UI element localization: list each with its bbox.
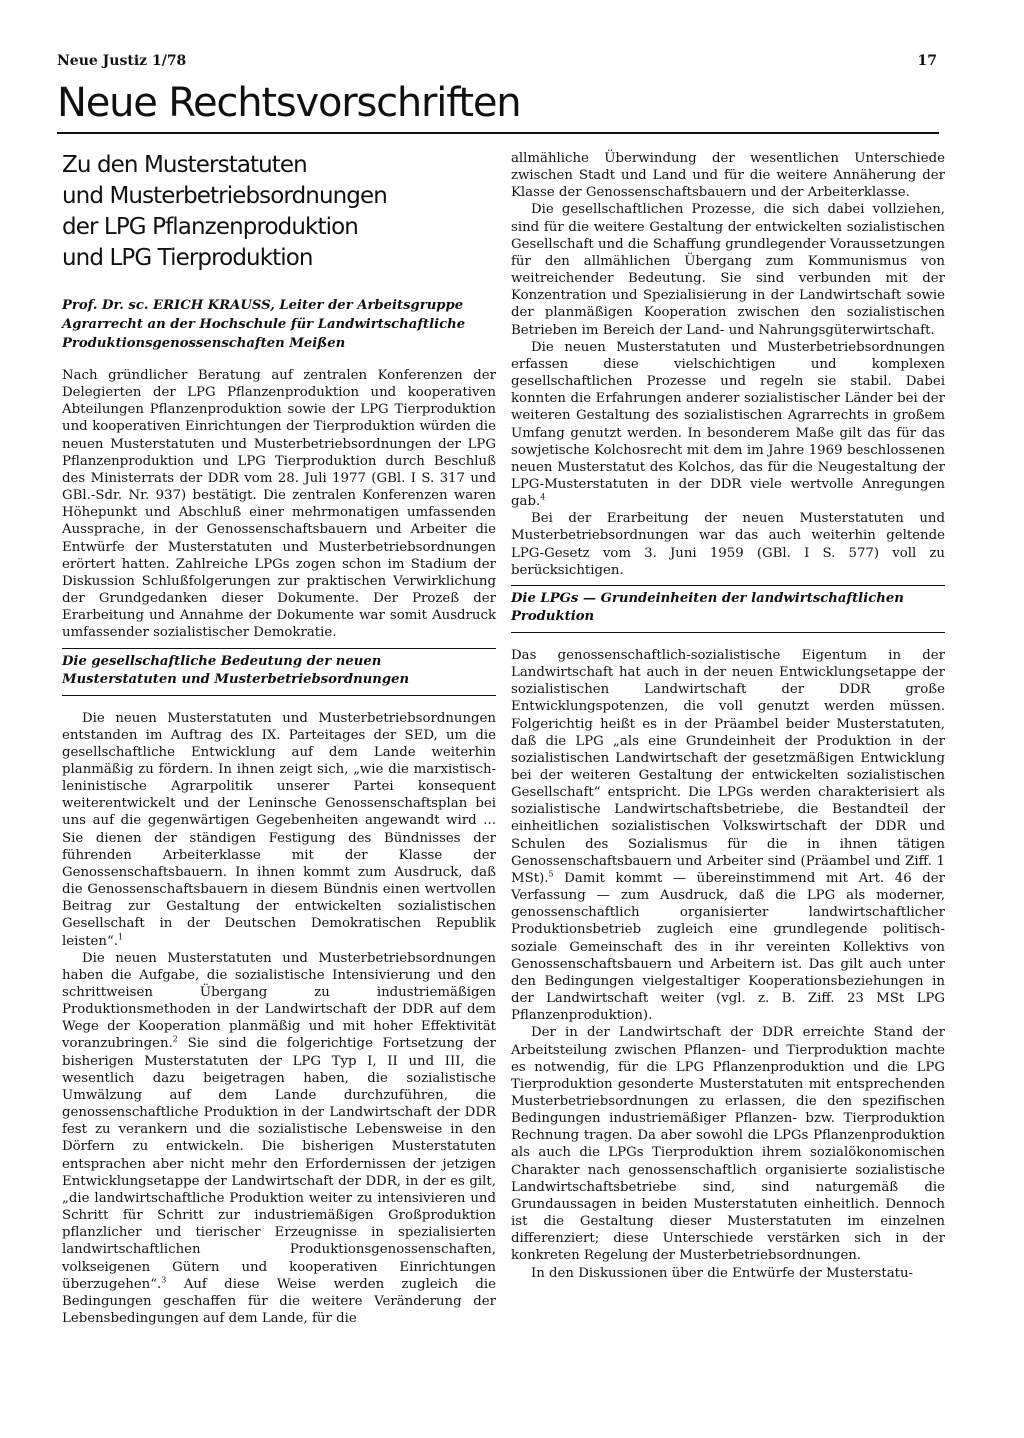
- subheading-2: Die LPGs — Grundeinheiten der landwirtschaftlichen Produktion: [511, 590, 945, 633]
- section-title: Neue Rechtsvorschriften: [57, 80, 521, 126]
- body-paragraph: Die gesellschaftlichen Prozesse, die sich dabei vollziehen, sind für die weitere Gestaltung der entwickelten sozialistischen Gesellschaft und die Schaffung grundlegender Voraussetzungen für den allmählichen Übergang zum Kommunismus von weitreichender Bedeutung. Sie sind verbunden mit der Konzentration und Spezialisierung in der Landwirtschaft sowie der planmäßigen Kooperation zwischen den sozialistischen Betrieben im Bereich der Land- und Nahrungsgüterwirtschaft.: [511, 202, 945, 338]
- footnote-ref: 1: [118, 932, 124, 942]
- footnote-ref: 4: [540, 492, 546, 502]
- article-title-line: Zu den Musterstatuten: [62, 152, 307, 178]
- paragraph-text: Sie sind die folgerichtige Fortsetzung der bisherigen Musterstatuten der LPG Typ I, II und III, die wesentlich dazu beigetragen haben, die sozialistische Umwälzung auf dem Lande durchzuführen, die genossenschaftliche Produktion in der Landwirtschaft der DDR fest zu verankern und die sozialistische Lebensweise in den Dörfern zu entwickeln. Die bisherigen Musterstatuten entsprachen aber nicht mehr den Erfordernissen der jetzigen Entwicklungsetappe der Landwirtschaft der DDR, in der es gilt, „die landwirtschaftliche Produktion weiter zu intensivieren und Schritt für Schritt zur industriemäßigen Großproduktion pflanzlicher und tierischer Erzeugnisse in spezialisierten landwirtschaftlichen Produktionsgenossenschaften, volkseigenen Gütern und kooperativen Einrichtungen überzugehen“.: [62, 1036, 496, 1292]
- paragraph-text: Damit kommt — übereinstimmend mit Art. 46 der Verfassung — zum Ausdruck, daß die LPG als moderner, genossenschaftlich organisierter landwirtschaftlicher Produktionsbetrieb zugleich eine grundlegende politisch-soziale Gemeinschaft des in ihr vereinten Kollektivs von Genossenschaftsbauern und Arbeitern ist. Das gilt auch unter den Bedingungen vielgestaltiger Kooperationsbeziehungen in der Landwirtschaft weiter (vgl. z. B. Ziff. 23 MSt LPG Pflanzenproduktion).: [511, 870, 945, 1024]
- paragraph-text: Die neuen Musterstatuten und Musterbetriebsordnungen erfassen diese vielschichtigen und komplexen gesellschaftlichen Prozesse und regeln sie stabil. Dabei konnten die Erfahrungen anderer sozialistischer Länder bei der weiteren Gestaltung des sozialistischen Agrarrechts in großem Umfang genutzt werden. In besonderem Maße gilt das für das sowjetische Kolchosrecht mit dem im Jahre 1969 beschlossenen neuen Musterstatut des Kolchos, das für die Neugestaltung der LPG-Musterstatuten in der DDR viele wertvolle Anregungen gab.: [511, 339, 945, 510]
- subheading-block-2: [511, 585, 945, 633]
- body-paragraph: Bei der Erarbeitung der neuen Musterstatuten und Musterbetriebsordnungen war das auch weiterhin geltende LPG-Gesetz vom 3. Juni 1959 (GBl. I S. 577) voll zu berücksichtigen.: [511, 511, 945, 578]
- paragraph-text: Die neuen Musterstatuten und Musterbetriebsordnungen entstanden im Auftrag des IX. Parteitages der SED, um die gesellschaftliche Entwicklung auf dem Lande weiterhin planmäßig zu fördern. In ihnen zeigt sich, „wie die marxistisch-leninistische Agrarpolitik unserer Partei konsequent weiterentwickelt und der Leninsche Genossenschaftsplan bei uns auf die gegenwärtigen Gegebenheiten angewandt wird ... Sie dienen der ständigen Festigung des Bündnisses der führenden Arbeiterklasse mit der Klasse der Genossenschaftsbauern. In ihnen kommt zum Ausdruck, daß die Genossenschaftsbauern in diesem Bündnis einen wertvollen Beitrag zur Gestaltung der entwickelten sozialistischen Gesellschaft in der Deutschen Demokratischen Republik leisten“.: [62, 710, 496, 949]
- author-byline: Prof. Dr. sc. ERICH KRAUSS, Leiter der Arbeitsgruppe Agrarrecht an der Hochschule für Landwirtschaftliche Produktionsgenossenschaften Meißen: [62, 298, 466, 351]
- page-number: 17: [917, 53, 937, 69]
- body-paragraph: allmähliche Überwindung der wesentlichen Unterschiede zwischen Stadt und Land und für die weitere Annäherung der Klasse der Genossenschaftsbauern und der Arbeiterklasse.: [511, 151, 945, 201]
- paragraph-text: Auf diese Weise werden zugleich die Bedingungen geschaffen für die weitere Veränderung der Lebensbedingungen auf dem Lande, für die: [62, 1276, 496, 1326]
- footnote-ref: 5: [548, 869, 554, 879]
- paragraph-text: Die neuen Musterstatuten und Musterbetriebsordnungen haben die Aufgabe, die sozialistische Intensivierung und den schrittweisen Übergang zu industriemäßigen Produktionsmethoden in der Landwirtschaft der DDR auf dem Wege der Kooperation planmäßig und mit hoher Effektivität voranzubringen.: [62, 950, 496, 1052]
- body-paragraph: [62, 710, 496, 950]
- body-paragraph: In den Diskussionen über die Entwürfe der Musterstatu-: [531, 1265, 914, 1281]
- body-paragraph: [511, 339, 945, 511]
- left-column: [62, 150, 496, 1327]
- body-paragraph: [62, 950, 496, 1327]
- body-paragraph: Der in der Landwirtschaft der DDR erreichte Stand der Arbeitsteilung zwischen Pflanzen- und Tierproduktion machte es notwendig, für die LPG Pflanzenproduktion und die LPG Tierproduktion gesonderte Musterstatuten mit entsprechenden Musterbetriebsordnungen zu erlassen, die den spezifischen Bedingungen industriemäßiger Pflanzen- bzw. Tierproduktion Rechnung tragen. Da aber sowohl die LPGs Pflanzenproduktion als auch die LPGs Tierproduktion ihrem sozialökonomischen Charakter nach genossenschaftlich organisierte sozialistische Landwirtschaftsbetriebe sind, sind naturgemäß die Grundaussagen in beiden Musterstatuten einheitlich. Dennoch ist die Gestaltung dieser Musterstatuten im einzelnen differenziert; diese Unterschiede verstärken sich in der konkreten Regelung der Musterbetriebsordnungen.: [511, 1025, 945, 1264]
- footnote-ref: 2: [172, 1035, 178, 1045]
- intro-paragraph: Nach gründlicher Beratung auf zentralen Konferenzen der Delegierten der LPG Pflanzenproduktion und kooperativen Abteilungen Pflanzenproduktion sowie der LPG Tierproduktion und kooperativen Einrichtungen der Tierproduktion würden die neuen Musterstatuten und Musterbetriebsordnungen der LPG Pflanzenproduktion und LPG Tierproduktion durch Beschluß des Ministerrats der DDR vom 28. Juli 1977 (GBl. I S. 317 und GBl.-Sdr. Nr. 937) bestätigt. Die zentralen Konferenzen waren Höhepunkt und Abschluß einer mehrmonatigen umfassenden Aussprache, in der Genossenschaftsbauern und Arbeiter die Entwürfe der Musterstatuten und Musterbetriebsordnungen erörtert hatten. Zahlreiche LPGs zogen schon im Stadium der Diskussion Schlußfolgerungen zur praktischen Verwirklichung der Grundgedanken dieser Dokumente. Der Prozeß der Erarbeitung und Annahme der Dokumente war somit Ausdruck umfassender sozialistischer Demokratie.: [62, 368, 496, 641]
- article-title-line: der LPG Pflanzenproduktion: [62, 214, 358, 240]
- subheading-1: Die gesellschaftliche Bedeutung der neuen Musterstatuten und Musterbetriebsordnungen: [62, 653, 496, 696]
- article-title-line: und Musterbetriebsordnungen: [62, 183, 387, 209]
- body-paragraph: [511, 647, 945, 1024]
- section-rule: [57, 132, 939, 134]
- article-title: [62, 150, 496, 274]
- journal-name: Neue Justiz 1/78: [57, 53, 187, 69]
- running-head: [57, 53, 937, 69]
- article-title-line: und LPG Tierproduktion: [62, 245, 313, 271]
- subheading-rule: [511, 585, 945, 586]
- right-column: [511, 150, 945, 1282]
- footnote-ref: 3: [161, 1275, 167, 1285]
- subheading-block-1: [62, 648, 496, 696]
- subheading-rule: [62, 648, 496, 649]
- paragraph-text: Das genossenschaftlich-sozialistische Eigentum in der Landwirtschaft hat auch in der neuen Entwicklungsetappe der sozialistischen Landwirtschaft der DDR große Entwicklungspotenzen, die voll genutzt werden müssen. Folgerichtig heißt es in der Präambel beider Musterstatuten, daß die LPG „als eine Grundeinheit der Produktion in der sozialistischen Landwirtschaft der gesetzmäßigen Entwicklung bei der weiteren Gestaltung der entwickelten sozialistischen Gesellschaft“ entspricht. Die LPGs werden charakterisiert als sozialistische Landwirtschaftsbetriebe, die Bestandteil der einheitlichen sozialistischen Volkswirtschaft der DDR und Schulen des Sozialismus für die in ihnen tätigen Genossenschaftsbauern und Arbeiter sind (Präambel und Ziff. 1 MSt).: [511, 647, 945, 886]
